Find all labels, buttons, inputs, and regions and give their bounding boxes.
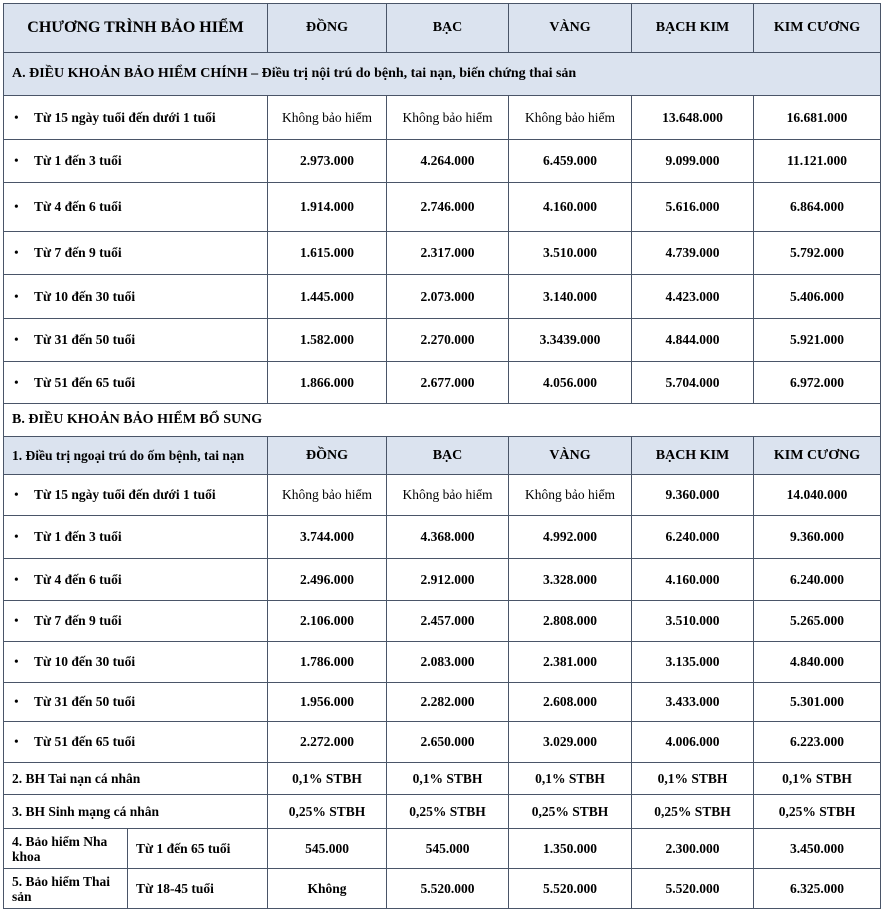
premium-cell: 1.445.000 <box>268 275 387 319</box>
premium-cell: 4.264.000 <box>387 140 509 183</box>
dental-age: Từ 1 đến 65 tuổi <box>128 829 268 869</box>
table-row <box>4 475 881 516</box>
premium-cell: 2.912.000 <box>387 559 509 601</box>
premium-cell: 2.746.000 <box>387 183 509 232</box>
outpatient-plan-bachkim: BẠCH KIM <box>632 437 754 475</box>
age-range-label: • Từ 10 đến 30 tuổi <box>4 275 268 319</box>
outpatient-plan-dong: ĐỒNG <box>268 437 387 475</box>
premium-cell: 2.073.000 <box>387 275 509 319</box>
maternity-value: 5.520.000 <box>632 869 754 909</box>
premium-cell: 2.973.000 <box>268 140 387 183</box>
header-row <box>4 4 881 53</box>
maternity-value: 6.325.000 <box>754 869 881 909</box>
premium-cell: 4.840.000 <box>754 642 881 683</box>
premium-cell: 4.844.000 <box>632 319 754 362</box>
premium-cell: 2.650.000 <box>387 722 509 763</box>
premium-cell: 3.510.000 <box>632 601 754 642</box>
age-range-label: • Từ 4 đến 6 tuổi <box>4 559 268 601</box>
premium-cell: Không bảo hiểm <box>387 475 509 516</box>
life-label: 3. BH Sinh mạng cá nhân <box>4 795 268 829</box>
premium-cell: 2.381.000 <box>509 642 632 683</box>
table-row <box>4 516 881 559</box>
table-row <box>4 642 881 683</box>
premium-cell: Không bảo hiểm <box>509 475 632 516</box>
premium-cell: 2.608.000 <box>509 683 632 722</box>
section-a-title: A. ĐIỀU KHOẢN BẢO HIỂM CHÍNH – Điều trị nội trú do bệnh, tai nạn, biến chứng thai sản <box>4 53 881 96</box>
section-b-rows <box>4 475 881 763</box>
table-row <box>4 96 881 140</box>
outpatient-label: 1. Điều trị ngoại trú do ốm bệnh, tai nạn <box>4 437 268 475</box>
premium-cell: 2.270.000 <box>387 319 509 362</box>
age-range-label: • Từ 15 ngày tuổi đến dưới 1 tuổi <box>4 96 268 140</box>
maternity-value: 5.520.000 <box>509 869 632 909</box>
accident-row <box>4 763 881 795</box>
table-title: CHƯƠNG TRÌNH BẢO HIỂM <box>4 4 268 53</box>
premium-cell: 6.972.000 <box>754 362 881 404</box>
outpatient-plan-vang: VÀNG <box>509 437 632 475</box>
premium-cell: 9.099.000 <box>632 140 754 183</box>
outpatient-plan-bac: BẠC <box>387 437 509 475</box>
life-value: 0,25% STBH <box>632 795 754 829</box>
table-row <box>4 319 881 362</box>
premium-cell: 2.083.000 <box>387 642 509 683</box>
premium-cell: 2.282.000 <box>387 683 509 722</box>
age-range-label: • Từ 7 đến 9 tuổi <box>4 601 268 642</box>
premium-cell: 5.704.000 <box>632 362 754 404</box>
accident-label: 2. BH Tai nạn cá nhân <box>4 763 268 795</box>
premium-cell: 1.914.000 <box>268 183 387 232</box>
premium-cell: 13.648.000 <box>632 96 754 140</box>
premium-cell: 4.056.000 <box>509 362 632 404</box>
premium-cell: 4.160.000 <box>509 183 632 232</box>
plan-bachkim-header: BẠCH KIM <box>632 4 754 53</box>
premium-cell: 2.677.000 <box>387 362 509 404</box>
dental-row <box>4 829 881 869</box>
dental-value: 545.000 <box>268 829 387 869</box>
premium-cell: Không bảo hiểm <box>509 96 632 140</box>
premium-cell: 3.744.000 <box>268 516 387 559</box>
dental-value: 2.300.000 <box>632 829 754 869</box>
premium-cell: 1.786.000 <box>268 642 387 683</box>
premium-cell: 6.240.000 <box>754 559 881 601</box>
plan-vang-header: VÀNG <box>509 4 632 53</box>
premium-cell: 9.360.000 <box>632 475 754 516</box>
premium-cell: 16.681.000 <box>754 96 881 140</box>
premium-cell: 5.406.000 <box>754 275 881 319</box>
premium-cell: 1.582.000 <box>268 319 387 362</box>
maternity-value: 5.520.000 <box>387 869 509 909</box>
premium-cell: 2.317.000 <box>387 232 509 275</box>
premium-cell: 2.106.000 <box>268 601 387 642</box>
premium-cell: 9.360.000 <box>754 516 881 559</box>
accident-value: 0,1% STBH <box>387 763 509 795</box>
premium-cell: 4.423.000 <box>632 275 754 319</box>
table-row <box>4 559 881 601</box>
accident-value: 0,1% STBH <box>509 763 632 795</box>
age-range-label: • Từ 31 đến 50 tuổi <box>4 319 268 362</box>
age-range-label: • Từ 4 đến 6 tuổi <box>4 183 268 232</box>
premium-cell: Không bảo hiểm <box>268 475 387 516</box>
premium-cell: 4.739.000 <box>632 232 754 275</box>
premium-cell: 3.433.000 <box>632 683 754 722</box>
plan-bac-header: BẠC <box>387 4 509 53</box>
premium-cell: 4.992.000 <box>509 516 632 559</box>
plan-dong-header: ĐỒNG <box>268 4 387 53</box>
premium-cell: 5.921.000 <box>754 319 881 362</box>
outpatient-plan-kimcuong: KIM CƯƠNG <box>754 437 881 475</box>
premium-cell: 2.272.000 <box>268 722 387 763</box>
premium-cell: 4.006.000 <box>632 722 754 763</box>
age-range-label: • Từ 1 đến 3 tuổi <box>4 516 268 559</box>
section-b-title: B. ĐIỀU KHOẢN BẢO HIỂM BỔ SUNG <box>4 404 881 437</box>
premium-cell: 6.240.000 <box>632 516 754 559</box>
table-row <box>4 183 881 232</box>
accident-value: 0,1% STBH <box>632 763 754 795</box>
table-row <box>4 722 881 763</box>
premium-cell: 2.496.000 <box>268 559 387 601</box>
premium-cell: 5.792.000 <box>754 232 881 275</box>
table-row <box>4 140 881 183</box>
premium-cell: 5.301.000 <box>754 683 881 722</box>
age-range-label: • Từ 51 đến 65 tuổi <box>4 722 268 763</box>
table-row <box>4 232 881 275</box>
premium-cell: Không bảo hiểm <box>268 96 387 140</box>
age-range-label: • Từ 31 đến 50 tuổi <box>4 683 268 722</box>
premium-cell: Không bảo hiểm <box>387 96 509 140</box>
dental-label: 4. Bảo hiểm Nha khoa <box>4 829 128 869</box>
premium-cell: 1.615.000 <box>268 232 387 275</box>
maternity-value: Không <box>268 869 387 909</box>
premium-cell: 3.328.000 <box>509 559 632 601</box>
premium-cell: 6.223.000 <box>754 722 881 763</box>
maternity-row <box>4 869 881 909</box>
premium-cell: 4.368.000 <box>387 516 509 559</box>
life-value: 0,25% STBH <box>387 795 509 829</box>
premium-cell: 6.864.000 <box>754 183 881 232</box>
age-range-label: • Từ 15 ngày tuổi đến dưới 1 tuổi <box>4 475 268 516</box>
outpatient-header-row <box>4 437 881 475</box>
maternity-label: 5. Bảo hiểm Thai sản <box>4 869 128 909</box>
premium-cell: 3.029.000 <box>509 722 632 763</box>
table-row <box>4 683 881 722</box>
section-a-rows <box>4 96 881 404</box>
premium-cell: 6.459.000 <box>509 140 632 183</box>
insurance-premium-table <box>3 3 881 909</box>
section-b-title-row <box>4 404 881 437</box>
section-a-title-row <box>4 53 881 96</box>
life-value: 0,25% STBH <box>754 795 881 829</box>
dental-value: 3.450.000 <box>754 829 881 869</box>
premium-cell: 11.121.000 <box>754 140 881 183</box>
accident-value: 0,1% STBH <box>268 763 387 795</box>
premium-cell: 2.808.000 <box>509 601 632 642</box>
premium-cell: 3.140.000 <box>509 275 632 319</box>
premium-cell: 5.616.000 <box>632 183 754 232</box>
table-row <box>4 362 881 404</box>
premium-cell: 4.160.000 <box>632 559 754 601</box>
table-row <box>4 275 881 319</box>
premium-cell: 3.3439.000 <box>509 319 632 362</box>
premium-cell: 3.135.000 <box>632 642 754 683</box>
age-range-label: • Từ 1 đến 3 tuổi <box>4 140 268 183</box>
premium-cell: 5.265.000 <box>754 601 881 642</box>
life-value: 0,25% STBH <box>509 795 632 829</box>
premium-cell: 2.457.000 <box>387 601 509 642</box>
life-row <box>4 795 881 829</box>
age-range-label: • Từ 51 đến 65 tuổi <box>4 362 268 404</box>
maternity-age: Từ 18-45 tuổi <box>128 869 268 909</box>
plan-kimcuong-header: KIM CƯƠNG <box>754 4 881 53</box>
accident-value: 0,1% STBH <box>754 763 881 795</box>
life-value: 0,25% STBH <box>268 795 387 829</box>
premium-cell: 1.866.000 <box>268 362 387 404</box>
premium-cell: 1.956.000 <box>268 683 387 722</box>
age-range-label: • Từ 7 đến 9 tuổi <box>4 232 268 275</box>
table-row <box>4 601 881 642</box>
premium-cell: 14.040.000 <box>754 475 881 516</box>
dental-value: 1.350.000 <box>509 829 632 869</box>
premium-cell: 3.510.000 <box>509 232 632 275</box>
age-range-label: • Từ 10 đến 30 tuổi <box>4 642 268 683</box>
dental-value: 545.000 <box>387 829 509 869</box>
